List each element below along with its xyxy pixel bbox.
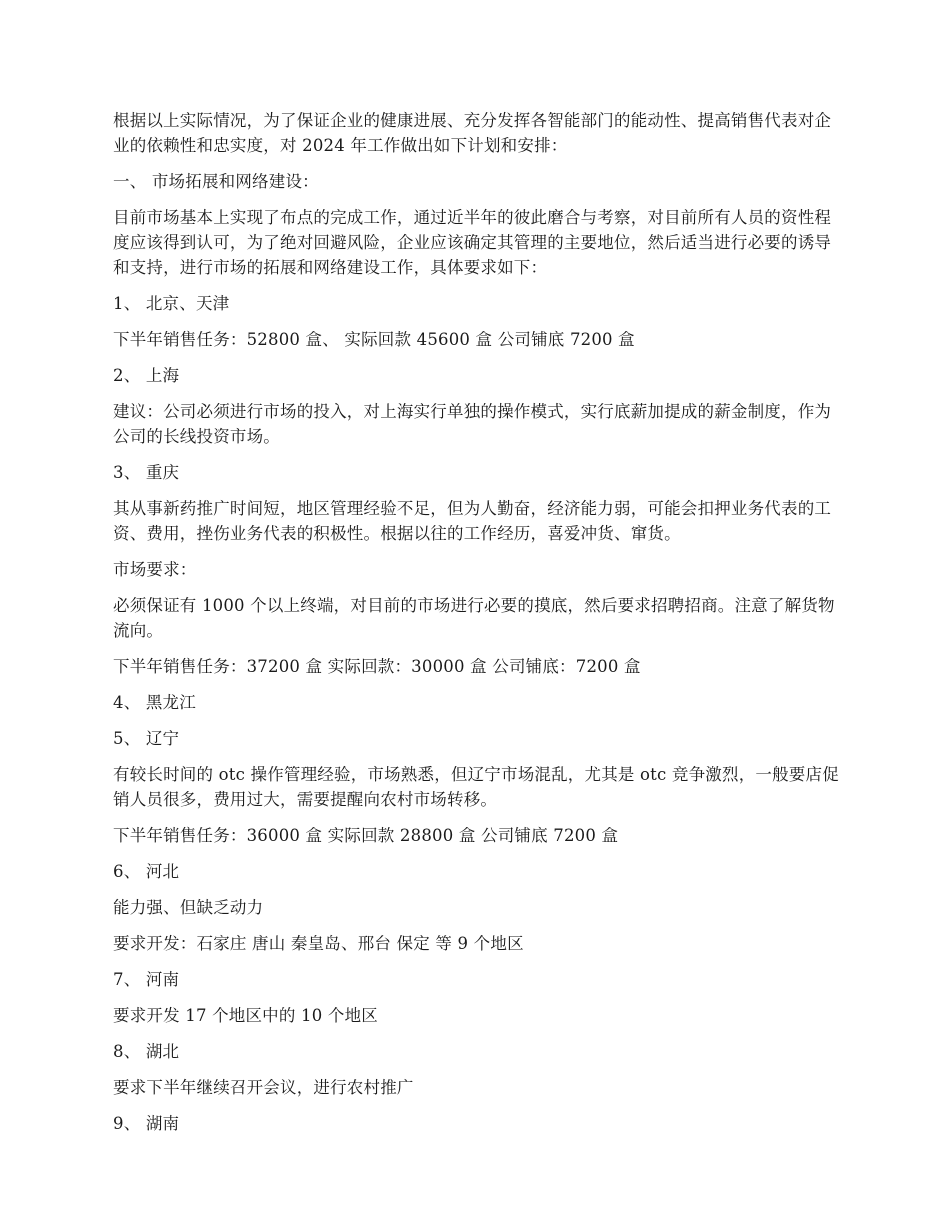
sales-target-beijing-tianjin: 下半年销售任务：52800 盒、 实际回款 45600 盒 公司铺底 7200 盒 <box>113 330 635 349</box>
market-overview-paragraph: 目前市场基本上实现了布点的完成工作，通过近半年的彼此磨合与考察，对目前所有人员的资性程度应该得到认可，为了绝对回避风险，企业应该确定其管理的主要地位，然后适当进行必要的诱导和支持，进行市场的拓展和网络建设工作，具体要求如下： <box>113 208 832 277</box>
region-heading-chongqing: 3、 重庆 <box>113 463 180 482</box>
region-heading-beijing-tianjin: 1、 北京、天津 <box>113 294 230 313</box>
requirement-hubei: 要求下半年继续召开会议，进行农村推广 <box>113 1078 414 1097</box>
document-body <box>113 108 843 1147</box>
assessment-chongqing: 其从事新药推广时间短，地区管理经验不足，但为人勤奋，经济能力弱，可能会扣押业务代表的工资、费用，挫伤业务代表的积极性。根据以往的工作经历，喜爱冲货、窜货。 <box>113 499 832 543</box>
region-heading-hubei: 8、 湖北 <box>113 1042 180 1061</box>
requirement-henan: 要求开发 17 个地区中的 10 个地区 <box>113 1006 378 1025</box>
assessment-liaoning: 有较长时间的 otc 操作管理经验，市场熟悉，但辽宁市场混乱，尤其是 otc 竞争激烈，一般要店促销人员很多，费用过大，需要提醒向农村市场转移。 <box>113 765 839 809</box>
requirement-chongqing: 必须保证有 1000 个以上终端，对目前的市场进行必要的摸底，然后要求招聘招商。注意了解货物流向。 <box>113 596 835 640</box>
market-requirement-label: 市场要求： <box>113 560 197 579</box>
region-heading-liaoning: 5、 辽宁 <box>113 729 180 748</box>
region-heading-hunan: 9、 湖南 <box>113 1114 180 1133</box>
intro-paragraph: 根据以上实际情况，为了保证企业的健康进展、充分发挥各智能部门的能动性、提高销售代表对企业的依赖性和忠实度，对 2024 年工作做出如下计划和安排： <box>113 111 832 155</box>
assessment-hebei: 能力强、但缺乏动力 <box>113 898 264 917</box>
region-heading-shanghai: 2、 上海 <box>113 366 180 385</box>
requirement-hebei: 要求开发：石家庄 唐山 秦皇岛、邢台 保定 等 9 个地区 <box>113 934 524 953</box>
sales-target-chongqing: 下半年销售任务：37200 盒 实际回款：30000 盒 公司铺底：7200 盒 <box>113 657 641 676</box>
region-heading-henan: 7、 河南 <box>113 970 180 989</box>
section-heading-market-expansion: 一、 市场拓展和网络建设： <box>113 172 319 191</box>
region-heading-hebei: 6、 河北 <box>113 862 180 881</box>
region-heading-heilongjiang: 4、 黑龙江 <box>113 693 196 712</box>
sales-target-liaoning: 下半年销售任务：36000 盒 实际回款 28800 盒 公司铺底 7200 盒 <box>113 826 619 845</box>
suggestion-shanghai: 建议：公司必须进行市场的投入，对上海实行单独的操作模式，实行底薪加提成的薪金制度，作为公司的长线投资市场。 <box>113 402 832 446</box>
